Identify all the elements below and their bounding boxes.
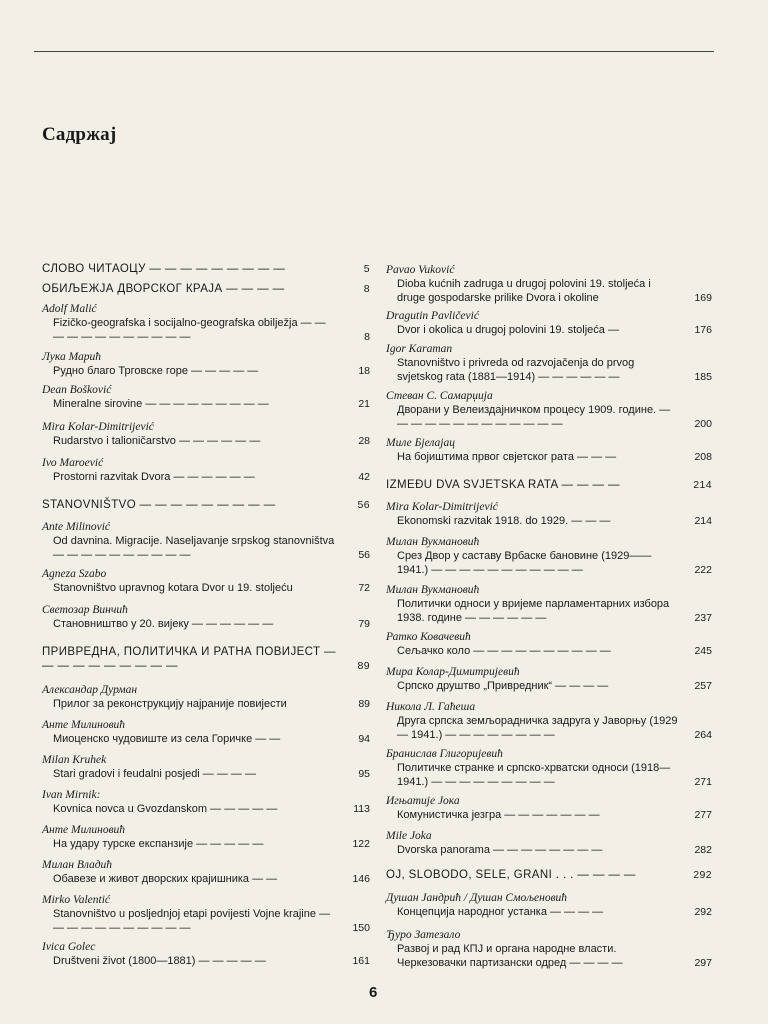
toc-title: Dioba kućnih zadruga u drugoj polovini 19. stoljeća i druge gospodarske prilike Dvora i okoline: [397, 278, 651, 304]
toc-author: Бранислав Глигоријевић: [386, 748, 503, 760]
toc-section: [42, 262, 370, 276]
toc-author: Ратко Ковачевић: [386, 631, 471, 643]
toc-section: [42, 645, 370, 673]
toc-page-number: 292: [694, 906, 712, 918]
toc-author: Милан Владић: [42, 859, 113, 871]
toc-entry: [42, 520, 370, 562]
toc-entry: [386, 583, 712, 625]
toc-page-number: 176: [694, 324, 712, 336]
toc-title: На бојиштима првог свјетског рата — — —: [397, 451, 617, 463]
toc-page-number: 185: [694, 371, 712, 383]
toc-page-number: 8: [363, 283, 370, 295]
toc-page-number: 169: [694, 292, 712, 304]
toc-author: Светозар Винчић: [42, 604, 128, 616]
toc-author: Mirko Valentić: [42, 894, 111, 906]
toc-section: [42, 282, 370, 296]
toc-entry: [42, 383, 370, 411]
toc-author: Milan Kruhek: [42, 754, 107, 766]
toc-author: Лука Марић: [42, 351, 102, 363]
toc-entry: [42, 788, 370, 816]
toc-author: Милан Вукмановић: [386, 536, 480, 548]
toc-section: [386, 868, 712, 882]
toc-entry: [386, 700, 712, 742]
toc-author: Анте Милиновић: [42, 824, 126, 836]
toc-entry: [42, 683, 370, 711]
toc-author: Ђуро Затезало: [386, 929, 461, 941]
toc-title: Срез Двор у саставу Врбаске бановине (1929——1941.) — — — — — — — — — — —: [397, 550, 652, 576]
toc-title: Политичке странке и српско-хрватски односи (1918—1941.) — — — — — — — — —: [397, 762, 671, 788]
top-rule: [34, 51, 714, 52]
toc-entry: [42, 567, 370, 595]
toc-page-number: 222: [694, 564, 712, 576]
toc-author: Никола Л. Гаћеша: [386, 701, 476, 713]
toc-page-number: 214: [693, 479, 712, 491]
toc-author: Александар Дурман: [42, 684, 138, 696]
toc-page-number: 257: [694, 680, 712, 692]
toc-page-number: 56: [358, 549, 370, 561]
toc-page-number: 89: [357, 660, 370, 672]
toc-page-number: 113: [353, 803, 370, 815]
toc-author: Ivica Golec: [42, 941, 96, 953]
toc-page-number: 161: [352, 955, 370, 967]
toc-title: На удару турске експанзије — — — — —: [53, 838, 264, 850]
toc-entry: [386, 500, 712, 528]
toc-entry: [386, 389, 712, 431]
toc-page-number: 95: [358, 768, 370, 780]
toc-title: Политички односи у вријеме парламентарних избора 1938. године — — — — — —: [397, 598, 670, 624]
toc-author: Душан Јандрић / Душан Смољеновић: [386, 892, 568, 904]
toc-title: STANOVNIŠTVO — — — — — — — — —: [42, 499, 276, 511]
toc-title: Обавезе и живот дворских крајишника — —: [53, 873, 278, 885]
toc-page-number: 28: [358, 435, 370, 447]
toc-page-number: 21: [358, 398, 370, 410]
toc-title: Дворани у Велеиздајничком процесу 1909. године. — — — — — — — — — — — — —: [397, 404, 671, 430]
toc-title: Od davnina. Migracije. Naseljavanje srpskog stanovništva — — — — — — — — — —: [53, 535, 335, 561]
toc-title: Društveni život (1800—1881) — — — — —: [53, 955, 266, 967]
toc-title: Рудно благо Трговске горе — — — — —: [53, 365, 259, 377]
toc-author: Igor Karaman: [386, 343, 453, 355]
toc-page-number: 271: [694, 776, 712, 788]
toc-entry: [386, 309, 712, 337]
toc-page-number: 146: [352, 873, 370, 885]
toc-author: Mira Kolar-Dimitrijević: [386, 501, 498, 513]
toc-title: Ekonomski razvitak 1918. do 1929. — — —: [397, 515, 611, 527]
toc-page-number: 5: [363, 263, 370, 275]
toc-title: Развој и рад КПЈ и органа народне власти. Черкезовачки партизански одред — — — —: [397, 943, 623, 969]
toc-title: Prostorni razvitak Dvora — — — — — —: [53, 471, 255, 483]
toc-author: Миле Бјелајац: [386, 437, 456, 449]
toc-title: Stari gradovi i feudalni posjedi — — — —: [53, 768, 256, 780]
toc-title: ПРИВРЕДНА, ПОЛИТИЧКА И РАТНА ПОВИЈЕСТ — — — — — — — — — —: [42, 646, 336, 672]
toc-page-number: 277: [694, 809, 712, 821]
toc-title: Становништво у 20. вијеку — — — — — —: [53, 618, 274, 630]
toc-title: Dvor i okolica u drugoj polovini 19. stoljeća —: [397, 324, 619, 336]
toc-page-number: 237: [694, 612, 712, 624]
toc-page-number: 42: [358, 471, 370, 483]
toc-entry: [42, 350, 370, 378]
toc-page-number: 150: [352, 922, 370, 934]
toc-entry: [42, 302, 370, 344]
toc-author: Ivan Mirnik:: [42, 789, 101, 801]
toc-author: Pavao Vuković: [386, 264, 455, 276]
toc-entry: [386, 794, 712, 822]
toc-entry: [42, 893, 370, 935]
toc-page-number: 94: [358, 733, 370, 745]
page-number: 6: [369, 984, 378, 1001]
toc-title: OJ, SLOBODO, SELE, GRANI . . . — — — —: [386, 869, 636, 881]
toc-entry: [386, 342, 712, 384]
toc-author: Agneza Szabo: [42, 568, 107, 580]
toc-section: [42, 498, 370, 512]
toc-author: Mile Joka: [386, 830, 432, 842]
toc-title: Mineralne sirovine — — — — — — — — —: [53, 398, 269, 410]
toc-title: СЛОВО ЧИТАОЦУ — — — — — — — — —: [42, 263, 286, 275]
toc-entry: [386, 665, 712, 693]
toc-author: Adolf Malić: [42, 303, 97, 315]
toc-author: Ante Milinović: [42, 521, 111, 533]
toc-title: Прилог за реконструкцију најраније повијести: [53, 698, 287, 710]
toc-entry: [42, 753, 370, 781]
toc-page-number: 282: [694, 844, 712, 856]
toc-page-number: 89: [358, 698, 370, 710]
toc-entry: [386, 747, 712, 789]
toc-entry: [42, 718, 370, 746]
toc-page-number: 245: [694, 645, 712, 657]
toc-author: Mira Kolar-Dimitrijević: [42, 421, 154, 433]
toc-entry: [386, 535, 712, 577]
toc-page-number: 79: [358, 618, 370, 630]
toc-title: Fizičko-geografska i socijalno-geografska obilježja — — — — — — — — — — — —: [53, 317, 326, 343]
toc-title: Друга српска земљорадничка задруга у Јаворњу (1929— 1941.) — — — — — — — —: [397, 715, 678, 741]
toc-title: Комунистичка језгра — — — — — — —: [397, 809, 600, 821]
toc-page-number: 56: [357, 499, 370, 511]
toc-title: Stanovništvo upravnog kotara Dvor u 19. stoljeću: [53, 582, 293, 594]
toc-entry: [42, 823, 370, 851]
toc-title: ОБИЉЕЖЈА ДВОРСКОГ КРАЈА — — — —: [42, 283, 285, 295]
toc-page-number: 292: [693, 869, 712, 881]
toc-page-number: 200: [694, 418, 712, 430]
toc-section: [386, 478, 712, 492]
toc-author: Милан Вукмановић: [386, 584, 480, 596]
toc-entry: [386, 630, 712, 658]
toc-page-number: 122: [352, 838, 370, 850]
toc-author: Dean Bošković: [42, 384, 112, 396]
toc-title: Stanovništvo u posljednjoj etapi povijesti Vojne krajine — — — — — — — — — — —: [53, 908, 330, 934]
toc-author: Анте Милиновић: [42, 719, 126, 731]
toc-entry: [386, 891, 712, 919]
toc-entry: [42, 456, 370, 484]
toc-page-number: 208: [694, 451, 712, 463]
toc-entry: [42, 420, 370, 448]
toc-author: Стеван С. Самарџија: [386, 390, 493, 402]
toc-title: Миоценско чудовиште из села Горичке — —: [53, 733, 281, 745]
toc-entry: [386, 829, 712, 857]
toc-entry: [42, 858, 370, 886]
toc-title: Dvorska panorama — — — — — — — —: [397, 844, 603, 856]
toc-page-number: 72: [358, 582, 370, 594]
toc-page-number: 214: [694, 515, 712, 527]
toc-page-number: 264: [694, 729, 712, 741]
toc-entry: [42, 603, 370, 631]
toc-entry: [386, 263, 712, 305]
toc-title: IZMEĐU DVA SVJETSKA RATA — — — —: [386, 479, 620, 491]
toc-entry: [386, 928, 712, 970]
page-title: Садржај: [42, 124, 117, 145]
toc-page-number: 18: [358, 365, 370, 377]
toc-title: Kovnica novca u Gvozdanskom — — — — —: [53, 803, 278, 815]
toc-title: Српско друштво „Привредник“ — — — —: [397, 680, 609, 692]
toc-author: Игњатије Јока: [386, 795, 460, 807]
toc-page-number: 8: [364, 331, 370, 343]
toc-author: Dragutin Pavličević: [386, 310, 479, 322]
toc-author: Мира Колар-Димитријевић: [386, 666, 520, 678]
toc-title: Сељачко коло — — — — — — — — — —: [397, 645, 611, 657]
toc-entry: [386, 436, 712, 464]
toc-title: Rudarstvo i talioničarstvo — — — — — —: [53, 435, 261, 447]
toc-entry: [42, 940, 370, 968]
toc-page-number: 297: [694, 957, 712, 969]
toc-author: Ivo Maroević: [42, 457, 104, 469]
toc-title: Концепција народног устанка — — — —: [397, 906, 604, 918]
toc-title: Stanovništvo i privreda od razvojačenja do prvog svjetskog rata (1881—1914) — — — — — —: [397, 357, 635, 383]
